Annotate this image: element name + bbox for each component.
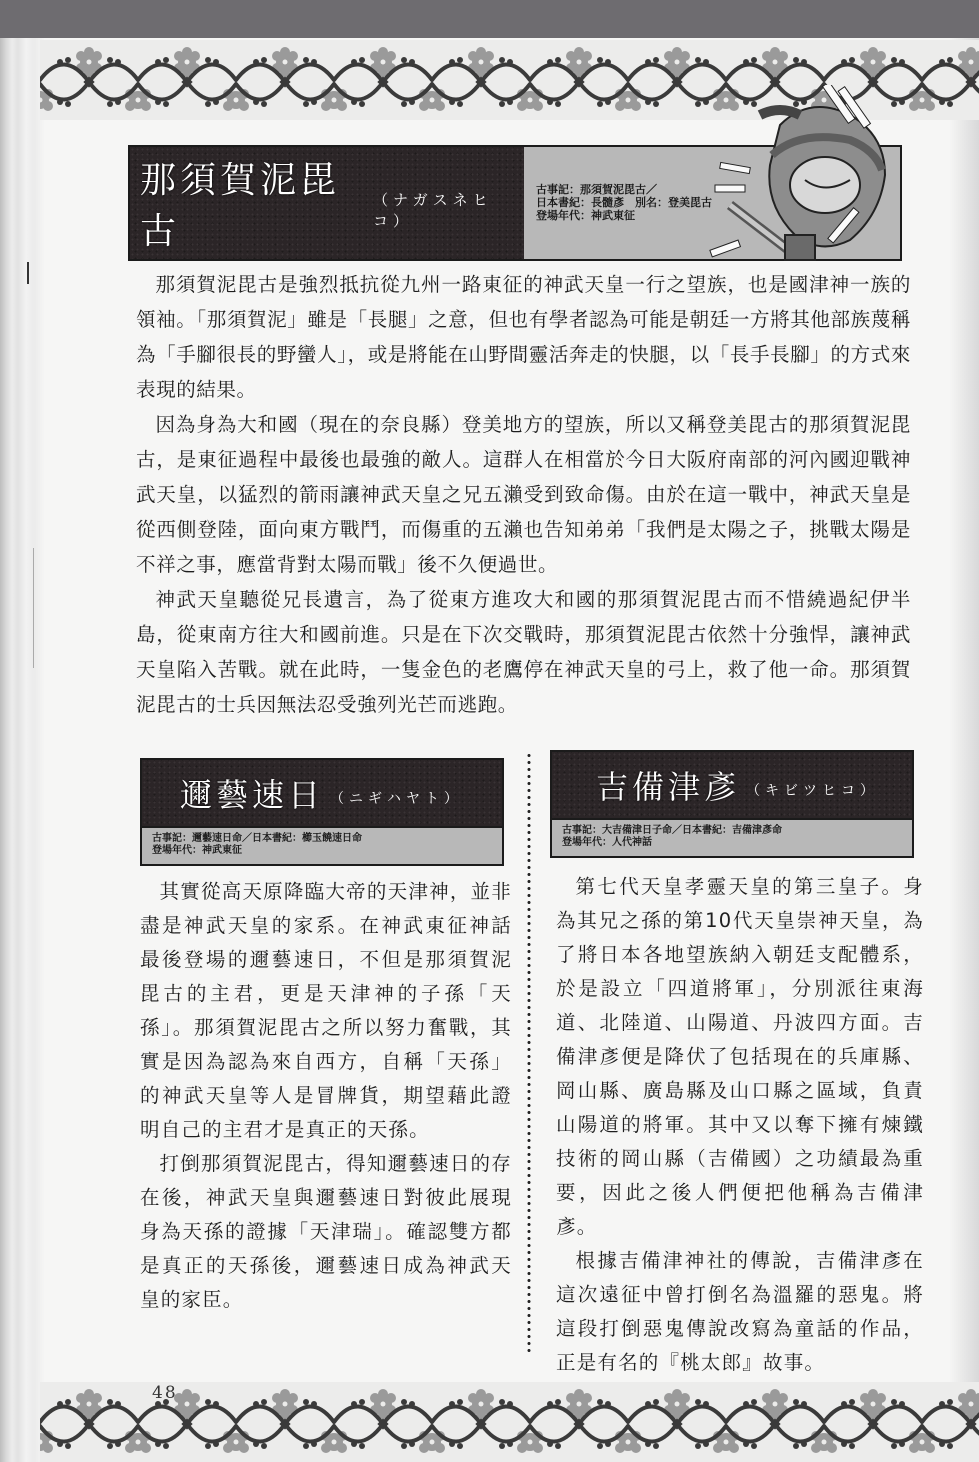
right-entry-header — [550, 750, 914, 858]
paragraph: 第七代天皇孝靈天皇的第三皇子。身為其兄之孫的第10代天皇崇神天皇，為了將日本各地望族納入朝廷支配體系，於是設立「四道將軍」，分別派往東海道、北陸道、山陽道、丹波四方面。吉備津彥便是降伏了包括現在的兵庫縣、岡山縣、廣島縣及山口縣之區域，負責山陽道的將軍。其中又以奪下擁有煉鐵技術的岡山縣（吉備國）之功績最為重要，因此之後人們便把他稱為吉備津彥。 — [556, 875, 924, 1238]
entry-title-panel — [130, 147, 524, 259]
entry-title-panel — [142, 760, 502, 826]
page-number: 48 — [152, 1383, 178, 1403]
column-divider — [527, 752, 531, 1352]
entry-title: 那須賀泥毘古 — [140, 160, 341, 252]
left-entry-body — [140, 875, 512, 1317]
info-sources: 古事記：大吉備津日子命／日本書紀：吉備津彥命 — [562, 825, 782, 836]
info-kojiki: 古事記：那須賀泥毘古／ — [536, 183, 657, 196]
margin-line — [33, 548, 34, 668]
entry-info-panel — [142, 826, 502, 864]
info-sources: 古事記：邇藝速日命／日本書紀：櫛玉饒速日命 — [152, 833, 362, 844]
paragraph: 神武天皇聽從兄長遺言，為了從東方進攻大和國的那須賀泥毘古而不惜繞過紀伊半島，從東南方往大和國前進。只是在下次交戰時，那須賀泥毘古依然十分強悍，讓神武天皇陷入苦戰。就在此時，一隻金色的老鷹停在神武天皇的弓上，救了他一命。那須賀泥毘古的士兵因無法忍受強列光芒而逃跑。 — [136, 588, 911, 716]
entry-title: 吉備津彥 — [596, 768, 741, 806]
left-entry-header — [140, 758, 504, 866]
entry-kana: （ナガスネヒコ） — [372, 191, 493, 230]
info-nihonshoki: 日本書紀：長髓彥 別名：登美毘古 — [536, 196, 712, 209]
page-stack-edge — [0, 38, 44, 1462]
entry-title: 邇藝速日 — [180, 776, 325, 814]
info-era: 登場年代：神武東征 — [536, 209, 635, 222]
margin-mark — [27, 262, 29, 284]
page-shadow — [949, 38, 979, 1462]
paragraph: 根據吉備津神社的傳說，吉備津彥在這次遠征中曾打倒名為溫羅的惡鬼。將這段打倒惡鬼傳說改寫為童話的作品，正是有名的『桃太郎』故事。 — [556, 1249, 924, 1374]
paragraph: 打倒那須賀泥毘古，得知邇藝速日的存在後，神武天皇與邇藝速日對彼此展現身為天孫的證據「天津瑞」。確認雙方都是真正的天孫後，邇藝速日成為神武天皇的家臣。 — [140, 1152, 512, 1311]
entry-kana: （キビツヒコ） — [746, 783, 880, 799]
paragraph: 因為身為大和國（現在的奈良縣）登美地方的望族，所以又稱登美毘古的那須賀泥毘古，是東征過程中最後也最強的敵人。這群人在相當於今日大阪府南部的河內國迎戰神武天皇，以猛烈的箭雨讓神武天皇之兄五瀨受到致命傷。由於在這一戰中，神武天皇是從西側登陸，面向東方戰鬥，而傷重的五瀨也告知弟弟「我們是太陽之子，挑戰太陽是不祥之事，應當背對太陽而戰」後不久便過世。 — [136, 413, 911, 576]
paragraph: 那須賀泥毘古是強烈抵抗從九州一路東征的神武天皇一行之望族，也是國津神一族的領袖。「那須賀泥」雖是「長腿」之意，但也有學者認為可能是朝廷一方將其他部族蔑稱為「手腳很長的野蠻人」，或是將能在山野間靈活奔走的快腿，以「長手長腳」的方式來表現的結果。 — [136, 273, 911, 401]
right-entry-body — [556, 870, 924, 1380]
bottom-decorative-border — [40, 1382, 979, 1462]
entry-kana: （ニギハヤト） — [330, 791, 464, 807]
entry-info-panel — [552, 818, 912, 856]
main-entry-body — [136, 267, 911, 722]
lace-pattern-icon — [40, 1382, 979, 1462]
armored-warrior-illustration — [700, 85, 910, 275]
paragraph: 其實從高天原降臨大帝的天津神，並非盡是神武天皇的家系。在神武東征神話最後登場的邇藝速日，不但是那須賀泥毘古的主君，更是天津神的子孫「天孫」。那須賀泥毘古之所以努力奮戰，其實是因為認為來自西方，自稱「天孫」的神武天皇等人是冒牌貨，期望藉此證明自己的主君才是真正的天孫。 — [140, 880, 512, 1141]
info-era: 登場年代：人代神話 — [562, 837, 652, 848]
info-era: 登場年代：神武東征 — [152, 845, 242, 856]
entry-title-panel — [552, 752, 912, 818]
